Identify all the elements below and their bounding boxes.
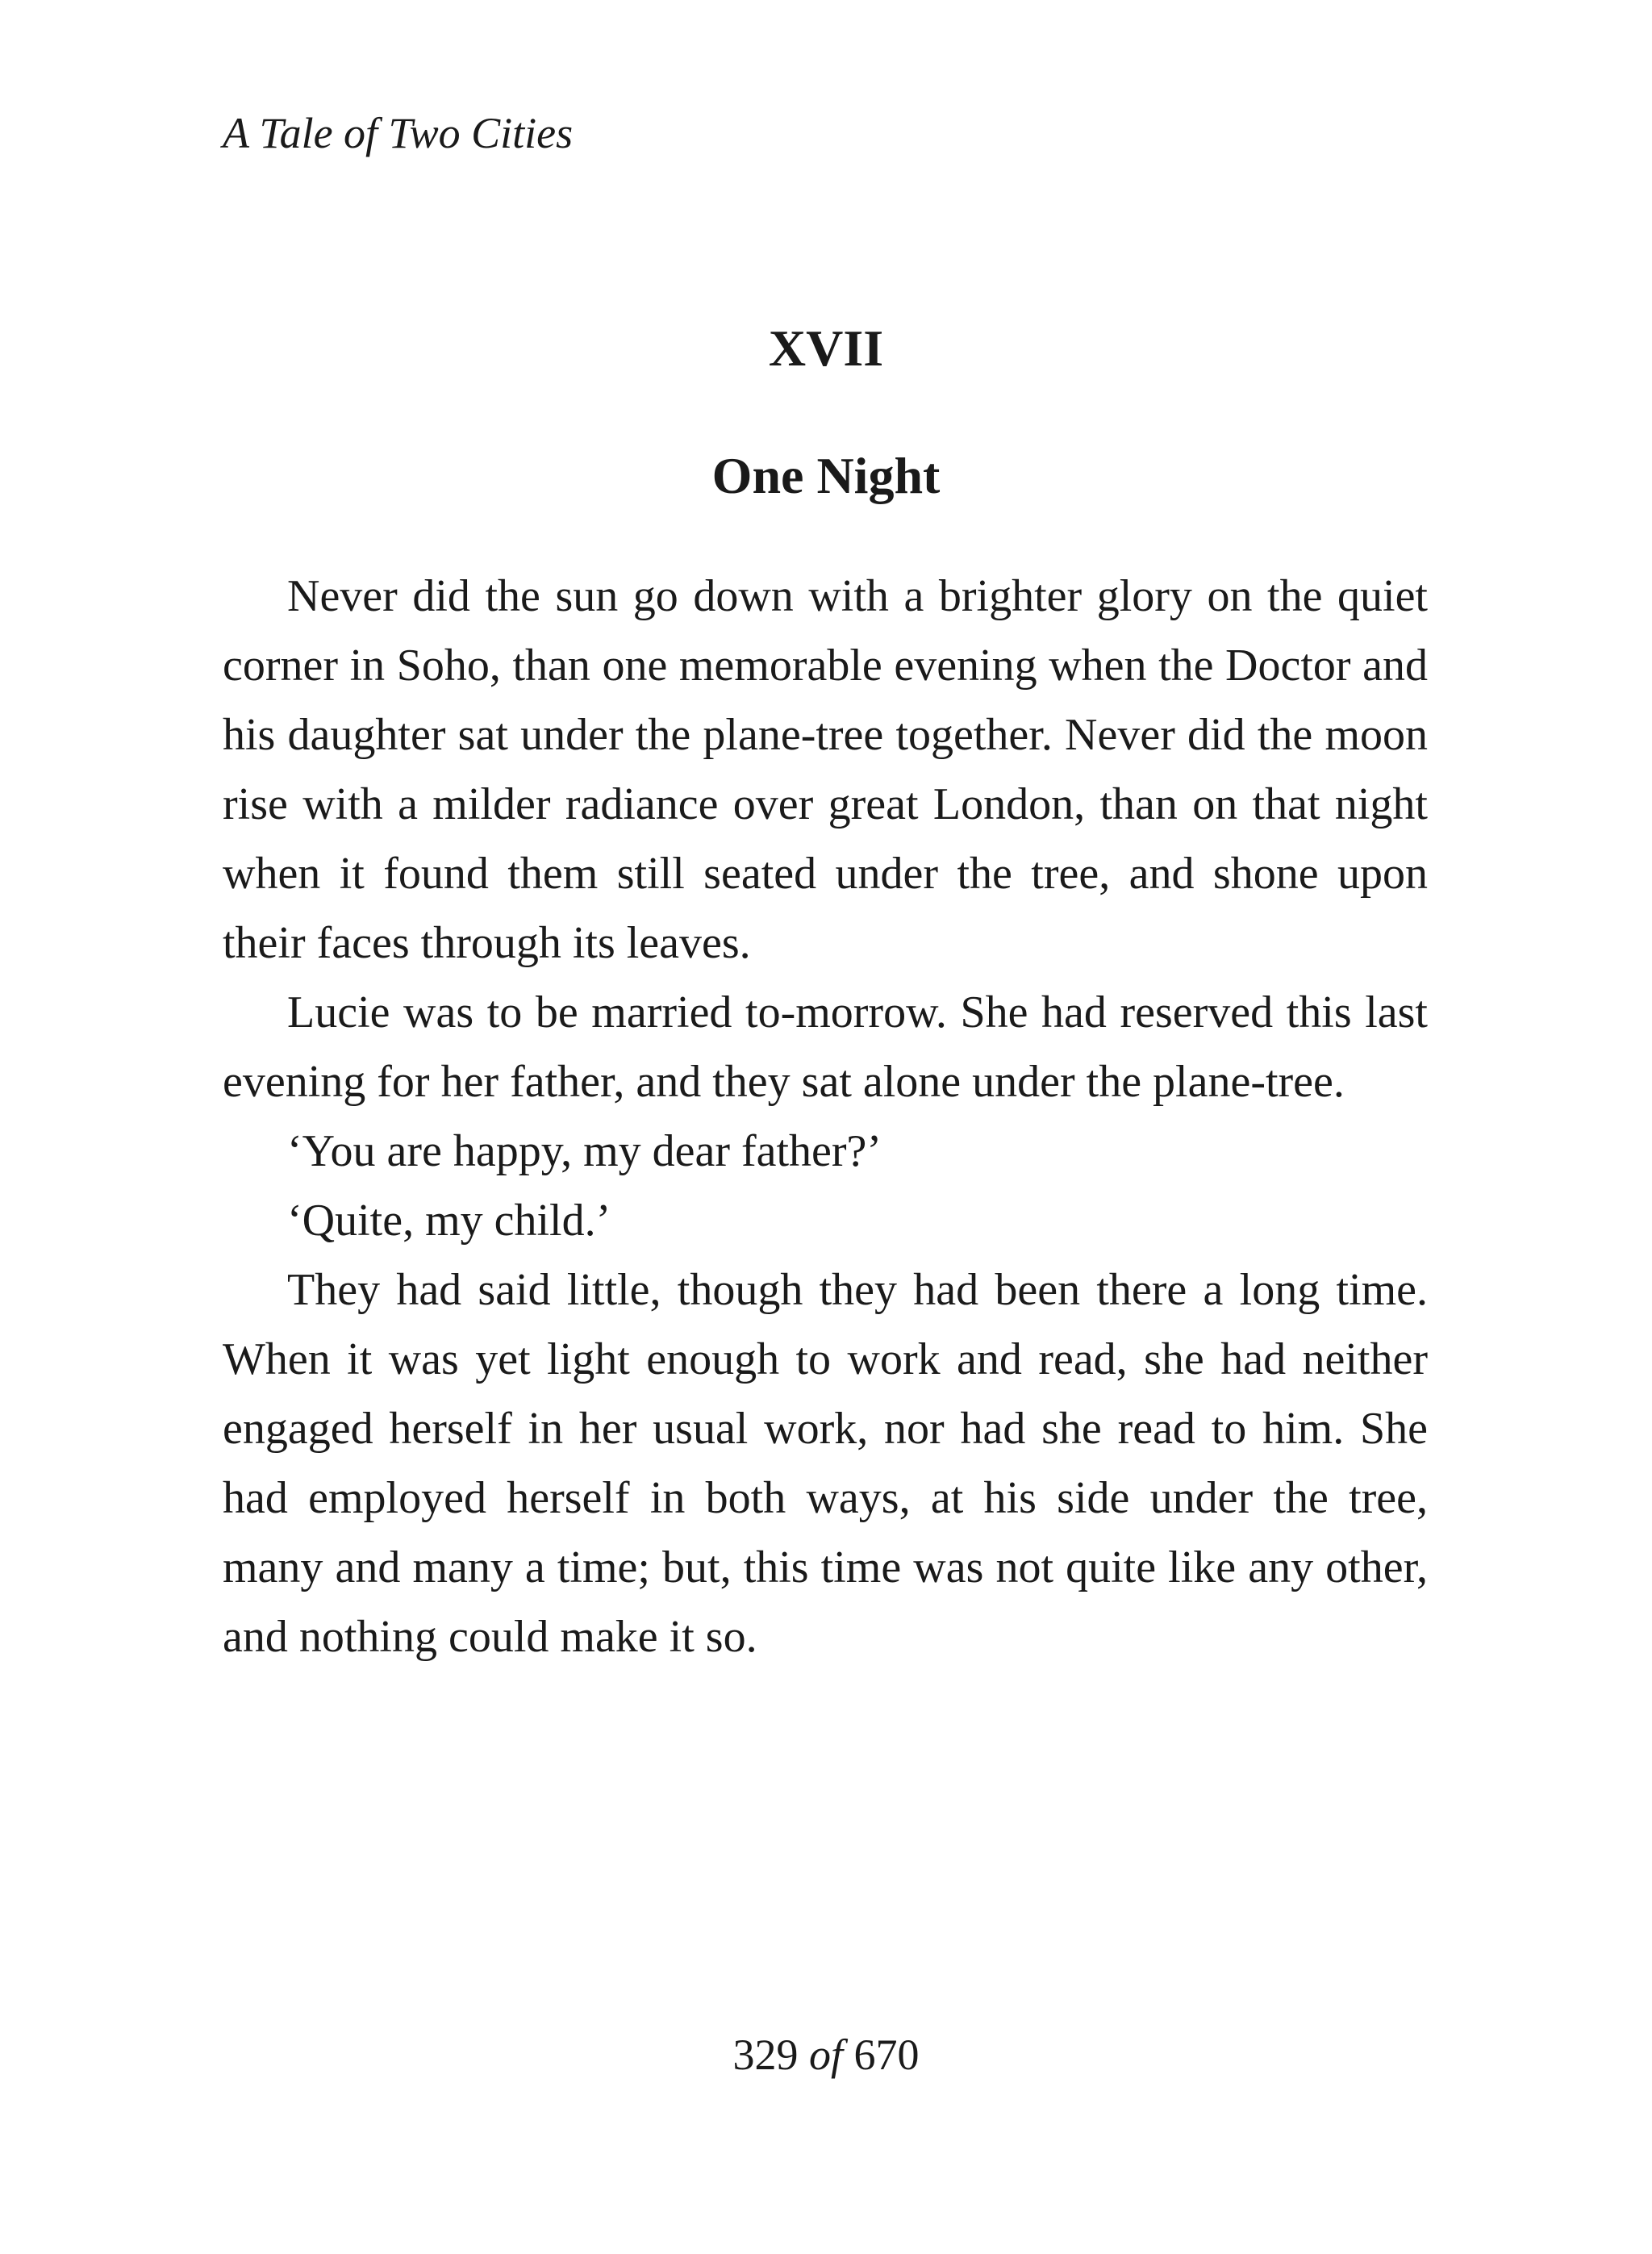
- total-page-count: 670: [853, 2031, 920, 2079]
- paragraph: ‘You are happy, my dear father?’: [287, 1126, 882, 1176]
- running-header-book-title: A Tale of Two Cities: [223, 109, 574, 157]
- page-number-footer: [0, 2027, 1652, 2083]
- current-page-number: 329: [732, 2031, 799, 2079]
- chapter-number: XVII: [768, 319, 884, 377]
- paragraph: Never did the sun go down with a brighter glory on the quiet corner in Soho, than one memorable evening when the Doctor and his daughter sat under the plane-tree together. Never did the moon rise with a milder radiance over great London, than on that night when it found them still seated under the tree, and shone upon their faces through its leaves.: [223, 571, 1428, 968]
- page-of-word: of: [808, 2031, 843, 2079]
- chapter-body: [223, 561, 1428, 1672]
- chapter-title: One Night: [711, 447, 941, 504]
- paragraph: ‘Quite, my child.’: [287, 1196, 611, 1246]
- paragraph: They had said little, though they had been there a long time. When it was yet light enough to work and read, she had neither engaged herself in her usual work, nor had she read to him. She had employed herself in both ways, at his side under the tree, many and many a time; but, this time was not quite like any other, and nothing could make it so.: [223, 1265, 1428, 1662]
- paragraph: Lucie was to be married to-morrow. She had reserved this last evening for her father, and they sat alone under the plane-tree.: [223, 987, 1428, 1107]
